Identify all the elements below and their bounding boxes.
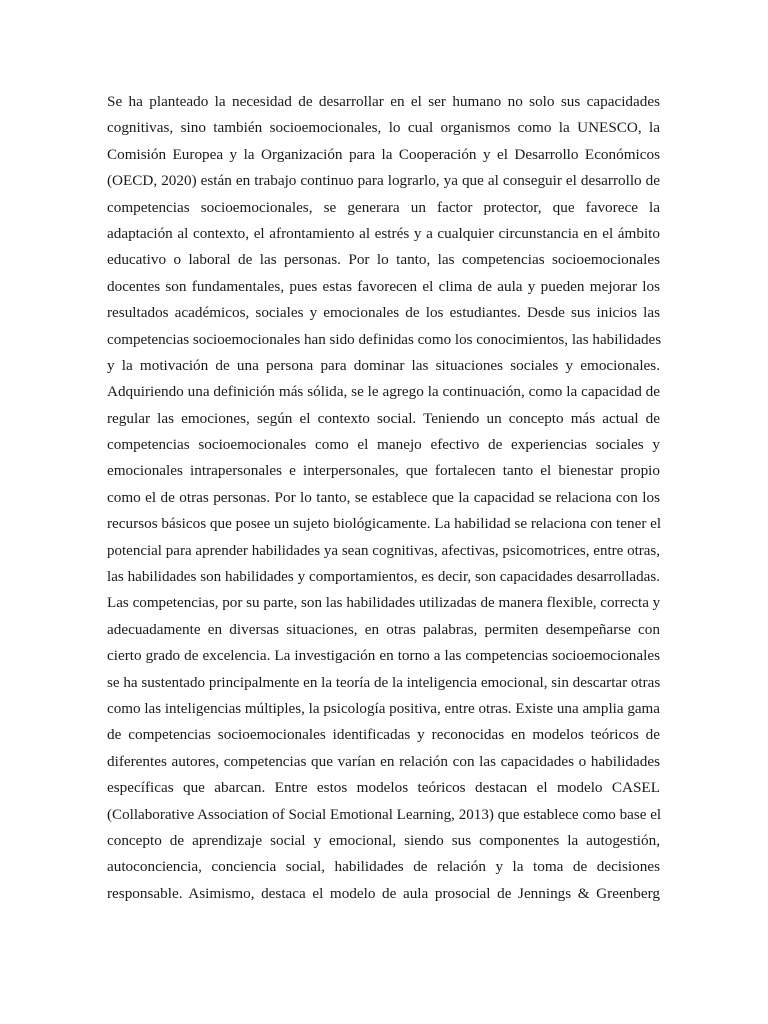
text-line: resultados académicos, sociales y emocionales de los estudiantes. Desde sus inicios las [107,304,660,322]
text-line: y la motivación de una persona para dominar las situaciones sociales y emocionales. [107,356,660,374]
text-line: adecuadamente en diversas situaciones, en otras palabras, permiten desempeñarse con [107,620,660,638]
text-line: adaptación al contexto, el afrontamiento al estrés y a cualquier circunstancia en el ámbito [107,224,660,242]
text-line: autoconciencia, conciencia social, habilidades de relación y la toma de decisiones [107,858,660,876]
text-line: educativo o laboral de las personas. Por lo tanto, las competencias socioemocionales [107,251,660,269]
text-line: Adquiriendo una definición más sólida, se le agrego la continuación, como la capacidad de [107,383,660,401]
text-line: como el de otras personas. Por lo tanto, se establece que la capacidad se relaciona con los [107,488,660,506]
text-line: competencias socioemocionales, se generara un factor protector, que favorece la [107,198,660,216]
text-line: Se ha planteado la necesidad de desarrollar en el ser humano no solo sus capacidades [107,93,660,110]
text-line: cierto grado de excelencia. La investigación en torno a las competencias socioemocionales [107,647,660,665]
text-line: emocionales intrapersonales e interpersonales, que fortalecen tanto el bienestar propio [107,462,660,480]
text-line: competencias socioemocionales como el manejo efectivo de experiencias sociales y [107,436,660,454]
text-line: competencias socioemocionales han sido definidas como los conocimientos, las habilidades [107,331,662,348]
text-line: concepto de aprendizaje social y emocional, siendo sus componentes la autogestión, [107,831,660,849]
text-line: Comisión Europea y la Organización para la Cooperación y el Desarrollo Económicos [107,145,660,163]
text-line: de competencias socioemocionales identificadas y reconocidas en modelos teóricos de [107,726,660,744]
text-line: específicas que abarcan. Entre estos modelos teóricos destacan el modelo CASEL [107,779,660,797]
text-line: responsable. Asimismo, destaca el modelo de aula prosocial de Jennings & Greenberg [107,884,660,902]
text-line: recursos básicos que posee un sujeto biológicamente. La habilidad se relaciona con tener el [107,515,662,533]
text-line: potencial para aprender habilidades ya sean cognitivas, afectivas, psicomotrices, entre otras, [107,542,660,559]
text-line: diferentes autores, competencias que varían en relación con las capacidades o habilidades [107,752,660,770]
text-line: regular las emociones, según el contexto social. Teniendo un concepto más actual de [107,409,660,427]
text-line: Las competencias, por su parte, son las habilidades utilizadas de manera flexible, correcta y [107,595,661,612]
text-line: (Collaborative Association of Social Emotional Learning, 2013) que establece como base el [107,806,662,823]
text-line: las habilidades son habilidades y comportamientos, es decir, son capacidades desarrolladas. [107,569,660,586]
text-line: como las inteligencias múltiples, la psicología positiva, entre otras. Existe una amplia gama [107,700,660,717]
text-line: docentes son fundamentales, pues estas favorecen el clima de aula y pueden mejorar los [107,277,660,295]
text-line: cognitivas, sino también socioemocionales, lo cual organismos como la UNESCO, la [107,119,660,137]
text-line: se ha sustentado principalmente en la teoría de la inteligencia emocional, sin descartar otras [107,674,661,691]
body-paragraph [107,89,660,907]
text-line: (OECD, 2020) están en trabajo continuo para lograrlo, ya que al conseguir el desarrollo de [107,172,660,190]
